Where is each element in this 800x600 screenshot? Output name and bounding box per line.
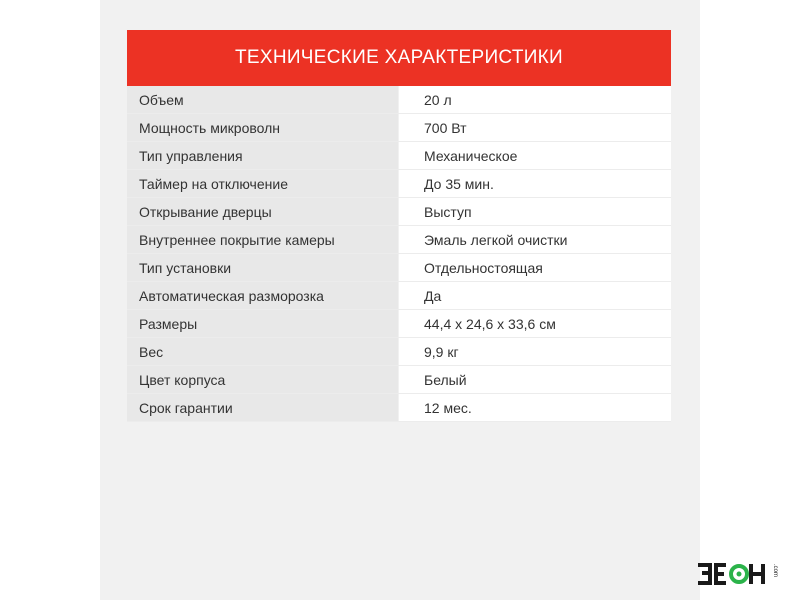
spec-value: Эмаль легкой очистки [399, 226, 671, 253]
spec-label: Мощность микроволн [127, 114, 399, 141]
spec-value: Отдельностоящая [399, 254, 671, 281]
spec-label: Срок гарантии [127, 394, 399, 421]
spec-value: Механическое [399, 142, 671, 169]
spec-label: Тип установки [127, 254, 399, 281]
spec-row [127, 198, 671, 226]
spec-row [127, 142, 671, 170]
brand-logo [696, 560, 780, 588]
spec-label: Внутреннее покрытие камеры [127, 226, 399, 253]
spec-value: Белый [399, 366, 671, 393]
spec-row [127, 394, 671, 422]
spec-label: Таймер на отключение [127, 170, 399, 197]
spec-row [127, 338, 671, 366]
spec-value: 44,4 x 24,6 x 33,6 см [399, 310, 671, 337]
spec-value: 700 Вт [399, 114, 671, 141]
spec-table [127, 86, 671, 422]
spec-row [127, 254, 671, 282]
spec-value: 12 мес. [399, 394, 671, 421]
spec-row [127, 366, 671, 394]
zeon-logo-icon [696, 560, 780, 588]
spec-label: Размеры [127, 310, 399, 337]
spec-value: 9,9 кг [399, 338, 671, 365]
svg-text:.com: .com [772, 564, 778, 578]
spec-value: 20 л [399, 86, 671, 113]
spec-row [127, 310, 671, 338]
spec-row [127, 170, 671, 198]
spec-label: Автоматическая разморозка [127, 282, 399, 309]
spec-value: Выступ [399, 198, 671, 225]
spec-label: Объем [127, 86, 399, 113]
spec-row [127, 282, 671, 310]
spec-row [127, 226, 671, 254]
spec-label: Открывание дверцы [127, 198, 399, 225]
spec-row [127, 114, 671, 142]
spec-title: ТЕХНИЧЕСКИЕ ХАРАКТЕРИСТИКИ [127, 30, 671, 86]
spec-value: До 35 мин. [399, 170, 671, 197]
spec-label: Вес [127, 338, 399, 365]
spec-label: Тип управления [127, 142, 399, 169]
spec-row [127, 86, 671, 114]
spec-value: Да [399, 282, 671, 309]
spec-label: Цвет корпуса [127, 366, 399, 393]
